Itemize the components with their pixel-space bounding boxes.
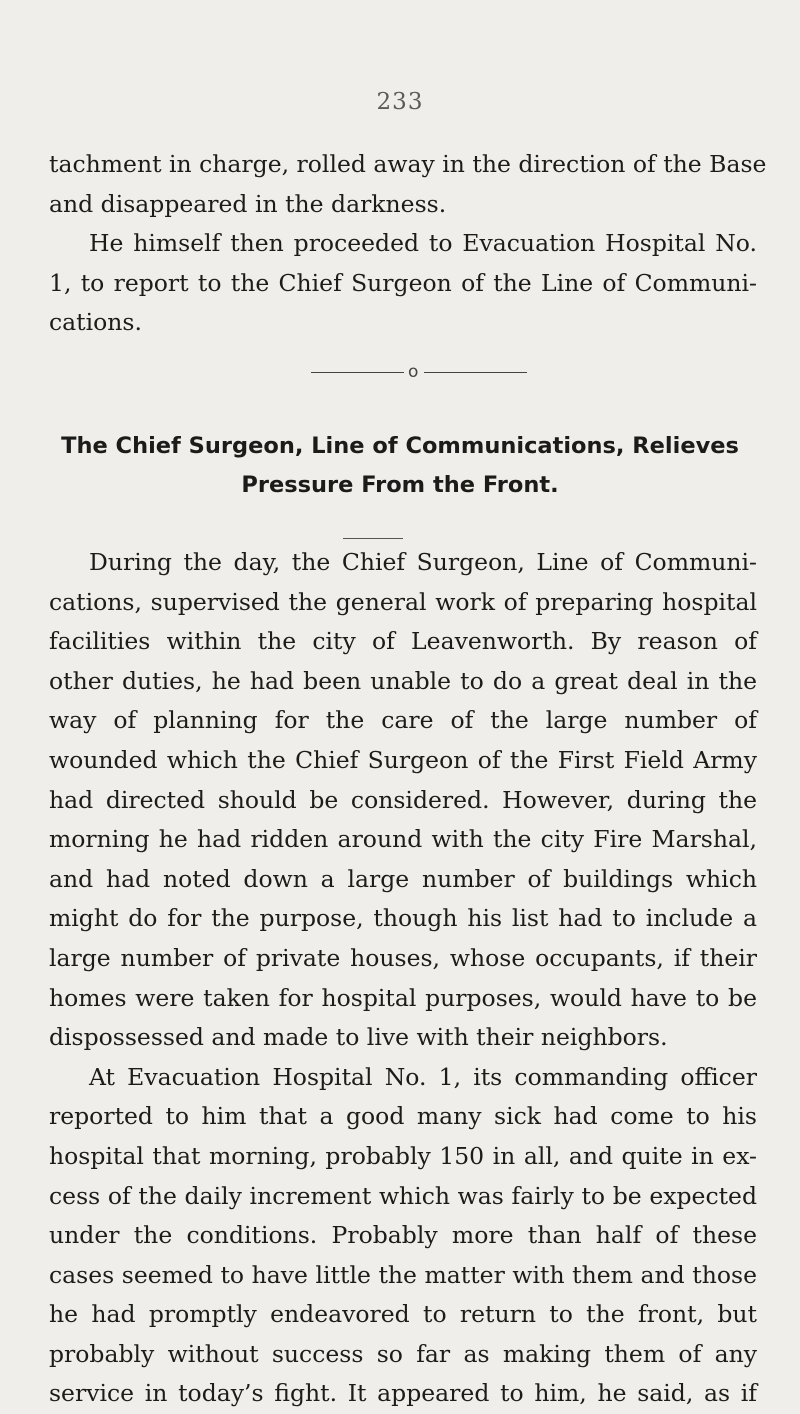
page-number: 233 [376,89,424,115]
text-line: had directed should be considered. However, during the [49,785,757,814]
text-line: tachment in charge, rolled away in the direction of the Base [49,150,767,178]
separator-rule-left [311,372,404,373]
section-body [49,543,757,1414]
text-line: cations. [49,308,142,337]
text-line: service in today’s fight. It appeared to him, he said, as if [49,1379,757,1408]
text-line: and had noted down a large number of buildings which [49,864,757,893]
heading-line: Pressure From the Front. [241,472,559,498]
text-line: cess of the daily increment which was fairly to be expected [49,1181,757,1210]
heading-line: The Chief Surgeon, Line of Communications, Relieves [61,433,739,459]
text-line: 1, to report to the Chief Surgeon of the Line of Communi- [49,268,757,297]
text-line: under the conditions. Probably more than half of these [49,1221,757,1250]
text-line: facilities within the city of Leavenworth. By reason of [49,627,757,656]
text-line: wounded which the Chief Surgeon of the First Field Army [49,745,757,774]
text-line: cases seemed to have little the matter with them and those [49,1260,757,1289]
paragraph-2 [49,224,757,343]
separator-rule-right [424,372,527,373]
paragraph-1 [49,145,767,224]
text-line: dispossessed and made to live with their neighbors. [49,1023,668,1052]
text-line: he had promptly endeavored to return to the front, but [49,1300,757,1329]
separator-mark: o [408,362,419,382]
text-line: morning he had ridden around with the city Fire Marshal, [49,825,757,854]
heading-underline-rule [343,538,403,539]
section-heading [0,427,800,505]
section-separator [311,360,527,384]
text-line: During the day, the Chief Surgeon, Line of Communi- [89,548,757,576]
paragraph-3 [49,543,757,1058]
text-line: and disappeared in the darkness. [49,189,447,218]
text-line: large number of private houses, whose occupants, if their [49,943,757,972]
text-line: reported to him that a good many sick had come to his [49,1102,757,1131]
text-line: way of planning for the care of the large number of [49,706,757,735]
text-line: He himself then proceeded to Evacuation Hospital No. [89,229,757,258]
text-line: might do for the purpose, though his list had to include a [49,904,757,933]
text-line: probably without success so far as making them of any [49,1339,757,1368]
text-line: other duties, he had been unable to do a great deal in the [49,666,757,695]
text-line: homes were taken for hospital purposes, would have to be [49,983,757,1012]
text-line: At Evacuation Hospital No. 1, its commanding officer [89,1062,757,1091]
text-line: hospital that morning, probably 150 in all, and quite in ex- [49,1141,757,1170]
text-line: cations, supervised the general work of preparing hospital [49,587,757,616]
paragraph-4 [49,1058,757,1414]
opening-text [49,145,767,343]
